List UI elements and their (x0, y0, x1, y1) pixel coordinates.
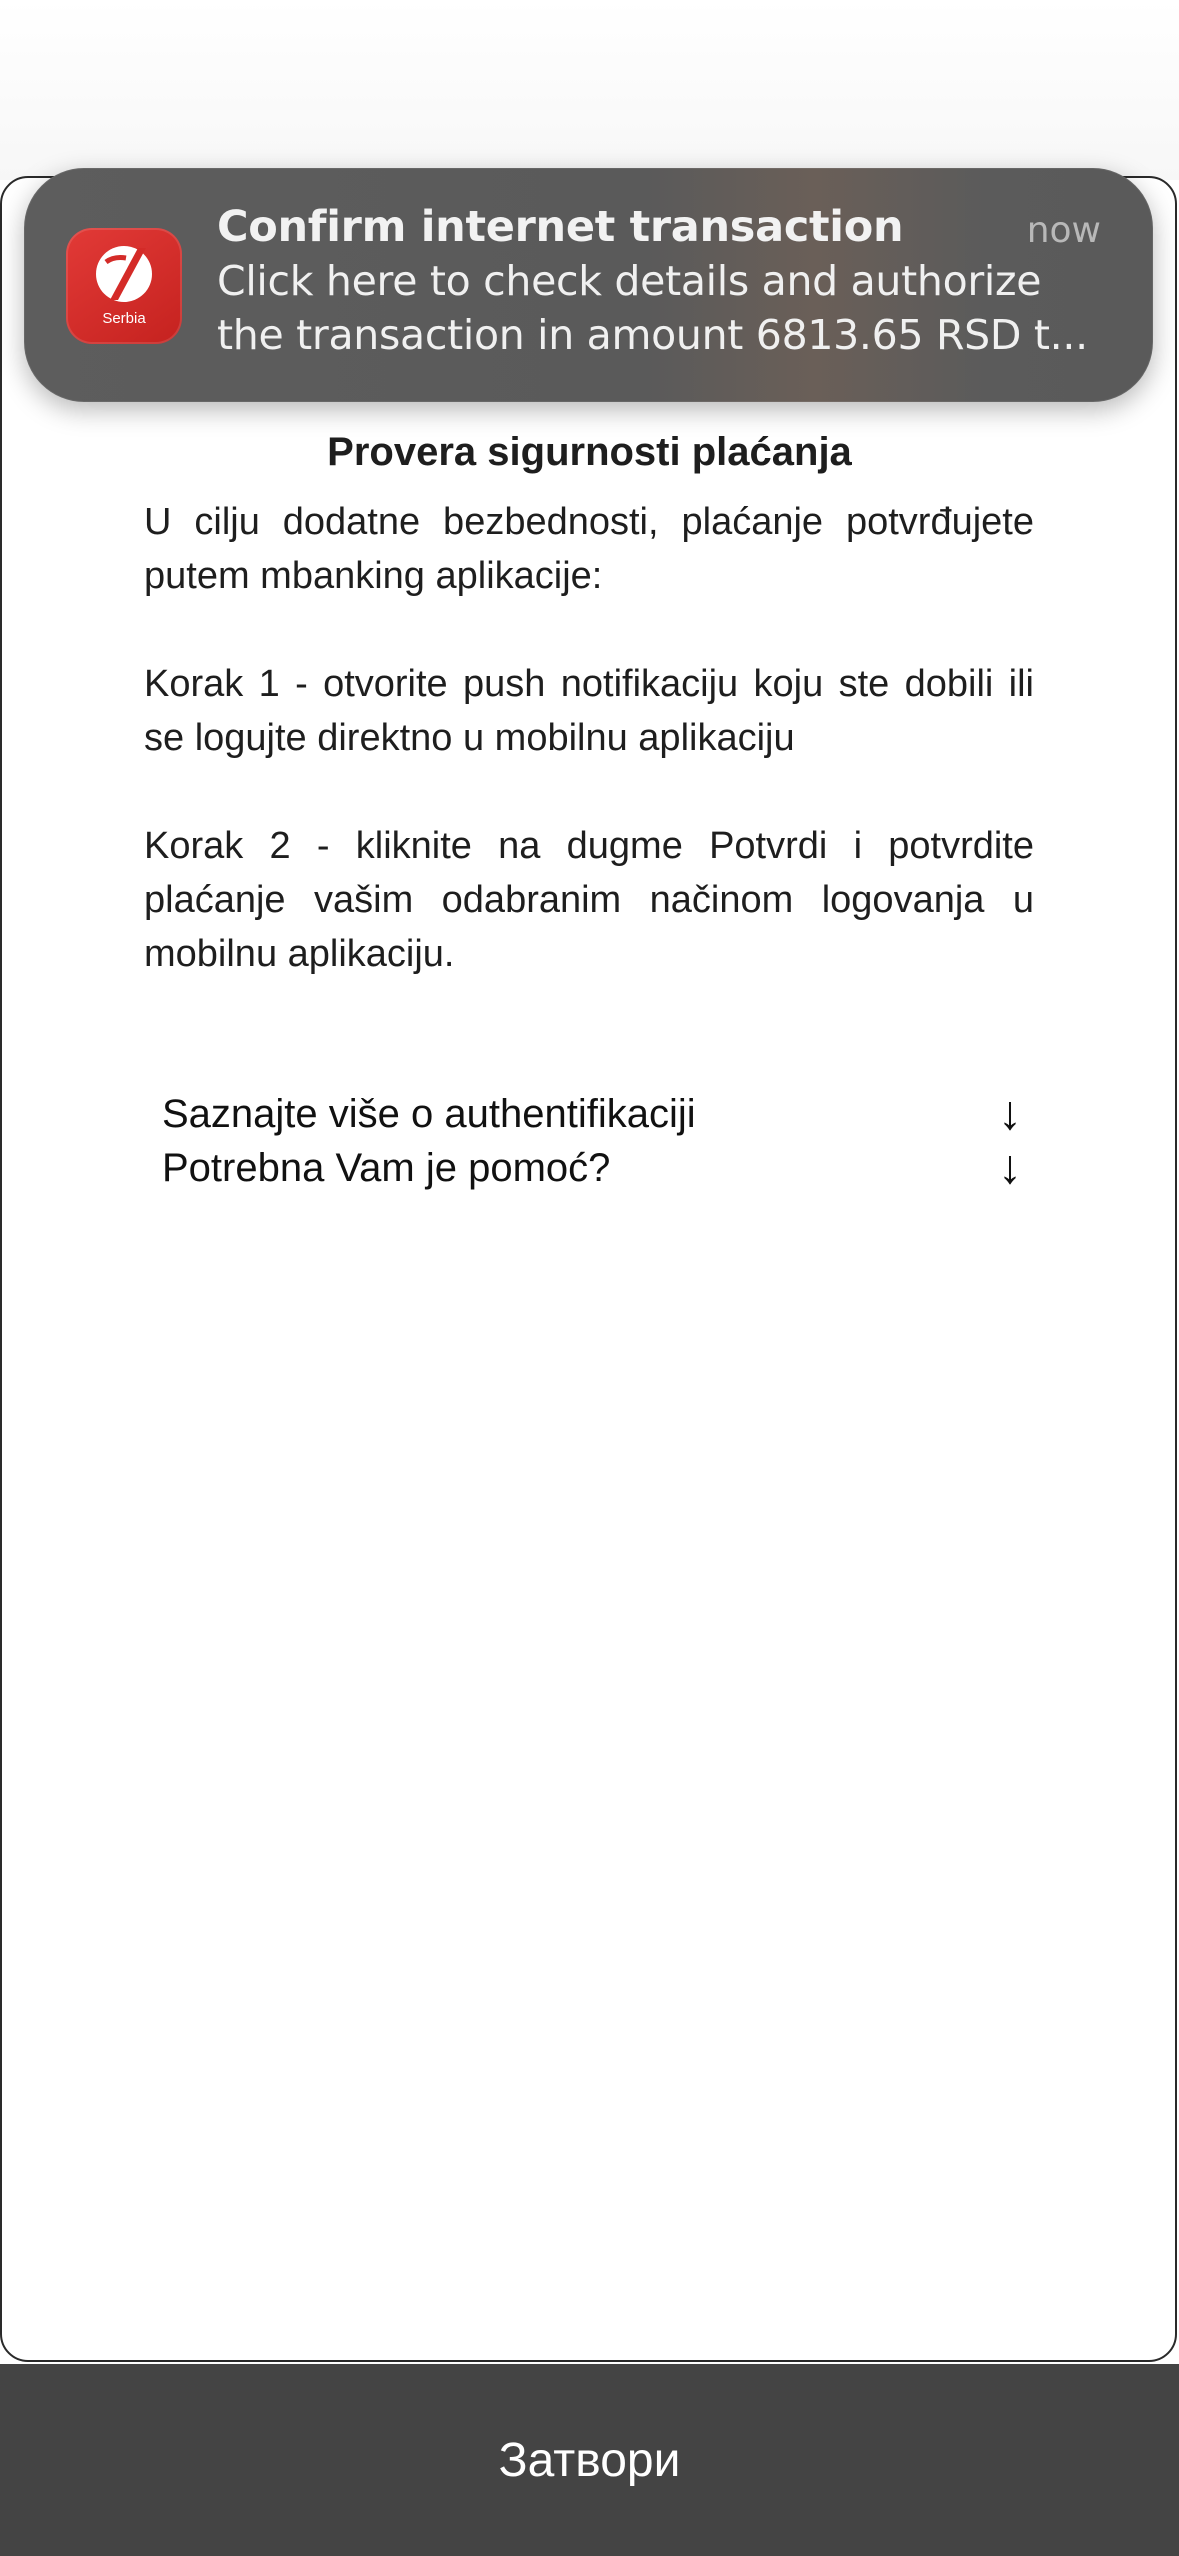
arrow-down-icon: ↓ (998, 1141, 1022, 1194)
bank-logo-icon (92, 242, 156, 306)
top-background (0, 0, 1179, 180)
notification-title: Confirm internet transaction (217, 202, 904, 252)
close-button[interactable] (0, 2364, 1179, 2556)
notification-body: Click here to check details and authorize the transaction in amount 6813.65 RSD t... (217, 257, 1088, 359)
need-help-label: Potrebna Vam je pomoć? (162, 1146, 611, 1190)
arrow-down-icon: ↓ (998, 1087, 1022, 1140)
learn-more-label: Saznajte više o authentifikaciji (162, 1092, 696, 1136)
need-help-link[interactable] (162, 1141, 1022, 1195)
bank-app-icon (66, 228, 182, 344)
step-1-paragraph: Korak 1 - otvorite push notifikaciju koju ste dobili ili se logujte direktno u mobilnu aplikaciju (144, 663, 1034, 759)
intro-paragraph: U cilju dodatne bezbednosti, plaćanje potvrđujete putem mbanking aplikacije: (144, 501, 1034, 597)
close-button-label: Затвори (498, 2433, 681, 2487)
notification-time: now (1026, 210, 1101, 251)
push-notification[interactable] (24, 168, 1153, 402)
learn-more-authentication-link[interactable] (162, 1087, 1022, 1141)
page-title: Provera sigurnosti plaćanja (327, 430, 852, 474)
app-icon-label: Serbia (102, 310, 146, 327)
step-2-paragraph: Korak 2 - kliknite na dugme Potvrdi i potvrdite plaćanje vašim odabranim načinom logovanja u mobilnu aplikaciju. (144, 825, 1034, 975)
